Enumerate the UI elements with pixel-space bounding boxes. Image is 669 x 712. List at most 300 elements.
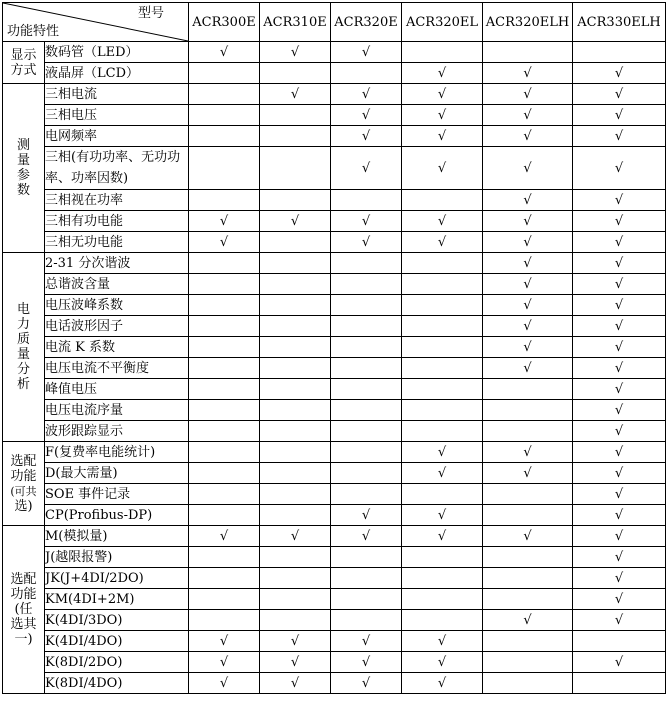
support-cell [402, 147, 483, 190]
support-cell [573, 526, 666, 547]
check-mark-icon: √ [523, 128, 532, 144]
header-corner-cell [3, 3, 189, 42]
check-mark-icon: √ [437, 86, 447, 102]
corner-label-feature: 功能特性 [7, 24, 60, 39]
feature-row [3, 63, 666, 84]
check-mark-icon: √ [523, 107, 532, 123]
support-cell [483, 253, 573, 274]
support-cell [573, 547, 666, 568]
feature-name: K(4DI/4DO) [45, 631, 189, 652]
support-cell [483, 295, 573, 316]
support-cell [483, 232, 573, 253]
category-cell [3, 442, 45, 526]
check-mark-icon: √ [437, 128, 447, 144]
support-cell [331, 42, 402, 63]
check-mark-icon: √ [614, 65, 624, 81]
support-cell [189, 442, 260, 463]
support-cell [402, 547, 483, 568]
support-cell [260, 463, 331, 484]
check-mark-icon: √ [523, 160, 532, 176]
check-mark-icon: √ [614, 339, 624, 355]
support-cell [331, 295, 402, 316]
check-mark-icon: √ [437, 507, 447, 523]
support-cell [573, 337, 666, 358]
check-mark-icon: √ [361, 160, 371, 176]
check-mark-icon: √ [361, 128, 371, 144]
feature-name: CP(Profibus-DP) [45, 505, 189, 526]
support-cell [260, 589, 331, 610]
check-mark-icon: √ [614, 86, 624, 102]
support-cell [189, 337, 260, 358]
check-mark-icon: √ [614, 381, 624, 397]
support-cell [189, 190, 260, 211]
support-cell [573, 505, 666, 526]
feature-name: F(复费率电能统计) [45, 442, 189, 463]
check-mark-icon: √ [614, 549, 624, 565]
support-cell [331, 463, 402, 484]
check-mark-icon: √ [614, 444, 624, 460]
check-mark-icon: √ [614, 360, 624, 376]
support-cell [331, 610, 402, 631]
support-cell [331, 400, 402, 421]
check-mark-icon: √ [219, 654, 229, 670]
check-mark-icon: √ [523, 234, 532, 250]
support-cell [573, 631, 666, 652]
check-mark-icon: √ [614, 423, 624, 439]
support-cell [573, 126, 666, 147]
support-cell [260, 484, 331, 505]
check-mark-icon: √ [523, 213, 532, 229]
feature-name: K(4DI/3DO) [45, 610, 189, 631]
support-cell [402, 63, 483, 84]
check-mark-icon: √ [219, 675, 229, 691]
support-cell [260, 84, 331, 105]
feature-row [3, 358, 666, 379]
check-mark-icon: √ [219, 44, 229, 60]
support-cell [331, 126, 402, 147]
feature-row [3, 316, 666, 337]
category-cell [3, 253, 45, 442]
support-cell [483, 358, 573, 379]
feature-row [3, 526, 666, 547]
check-mark-icon: √ [523, 318, 532, 334]
feature-name: M(模拟量) [45, 526, 189, 547]
category-label: 析 [16, 377, 30, 392]
check-mark-icon: √ [614, 213, 624, 229]
support-cell [331, 673, 402, 694]
support-cell [402, 295, 483, 316]
support-cell [483, 211, 573, 232]
category-label: 方式 [10, 62, 37, 78]
spec-table [2, 2, 666, 694]
feature-row [3, 105, 666, 126]
feature-row [3, 126, 666, 147]
support-cell [189, 631, 260, 652]
support-cell [573, 84, 666, 105]
feature-name: 三相无功电能 [45, 232, 189, 253]
support-cell [331, 190, 402, 211]
support-cell [189, 84, 260, 105]
check-mark-icon: √ [290, 86, 300, 102]
check-mark-icon: √ [437, 528, 447, 544]
check-mark-icon: √ [361, 107, 371, 123]
check-mark-icon: √ [361, 528, 371, 544]
feature-name: 电流 K 系数 [45, 337, 189, 358]
support-cell [483, 379, 573, 400]
support-cell [402, 232, 483, 253]
support-cell [331, 147, 402, 190]
check-mark-icon: √ [614, 160, 624, 176]
support-cell [402, 274, 483, 295]
check-mark-icon: √ [219, 213, 229, 229]
check-mark-icon: √ [361, 234, 371, 250]
support-cell [189, 232, 260, 253]
check-mark-icon: √ [290, 654, 300, 670]
support-cell [402, 631, 483, 652]
support-cell [260, 631, 331, 652]
support-cell [402, 589, 483, 610]
support-cell [483, 610, 573, 631]
check-mark-icon: √ [614, 255, 624, 271]
check-mark-icon: √ [437, 160, 447, 176]
support-cell [402, 610, 483, 631]
support-cell [331, 547, 402, 568]
check-mark-icon: √ [361, 507, 371, 523]
support-cell [189, 316, 260, 337]
category-label: 选配 [10, 453, 37, 469]
check-mark-icon: √ [523, 612, 532, 628]
category-label: 量 [16, 153, 30, 168]
feature-name: 电压电流序量 [45, 400, 189, 421]
support-cell [483, 316, 573, 337]
support-cell [260, 652, 331, 673]
support-cell [260, 316, 331, 337]
feature-name: 液晶屏（LCD） [45, 63, 189, 84]
category-label: 显示 [10, 47, 37, 63]
support-cell [260, 673, 331, 694]
category-label: 功能 [10, 587, 37, 602]
support-cell [331, 568, 402, 589]
support-cell [573, 253, 666, 274]
category-label: 分 [16, 362, 30, 377]
feature-row [3, 274, 666, 295]
check-mark-icon: √ [290, 633, 300, 649]
support-cell [483, 442, 573, 463]
support-cell [331, 337, 402, 358]
check-mark-icon: √ [437, 465, 447, 481]
check-mark-icon: √ [614, 192, 624, 208]
check-mark-icon: √ [523, 192, 532, 208]
support-cell [189, 358, 260, 379]
support-cell [573, 652, 666, 673]
feature-row [3, 211, 666, 232]
support-cell [331, 379, 402, 400]
model-header: ACR320E [331, 3, 402, 42]
support-cell [189, 126, 260, 147]
feature-name: 三相电流 [45, 84, 189, 105]
support-cell [402, 379, 483, 400]
category-cell [3, 84, 45, 253]
support-cell [573, 673, 666, 694]
check-mark-icon: √ [614, 465, 624, 481]
feature-name: 电压电流不平衡度 [45, 358, 189, 379]
support-cell [402, 463, 483, 484]
support-cell [260, 568, 331, 589]
support-cell [573, 358, 666, 379]
category-label: (可共 [10, 484, 37, 498]
feature-row [3, 190, 666, 211]
support-cell [402, 358, 483, 379]
support-cell [483, 505, 573, 526]
support-cell [483, 42, 573, 63]
support-cell [331, 358, 402, 379]
support-cell [402, 316, 483, 337]
feature-row [3, 652, 666, 673]
support-cell [402, 505, 483, 526]
support-cell [331, 631, 402, 652]
category-cell [3, 42, 45, 84]
check-mark-icon: √ [290, 44, 300, 60]
check-mark-icon: √ [437, 654, 447, 670]
check-mark-icon: √ [614, 297, 624, 313]
support-cell [402, 253, 483, 274]
support-cell [189, 274, 260, 295]
support-cell [483, 147, 573, 190]
support-cell [260, 126, 331, 147]
support-cell [573, 610, 666, 631]
feature-row [3, 547, 666, 568]
support-cell [331, 526, 402, 547]
feature-name: K(8DI/2DO) [45, 652, 189, 673]
check-mark-icon: √ [219, 633, 229, 649]
feature-name: KM(4DI+2M) [45, 589, 189, 610]
check-mark-icon: √ [361, 213, 371, 229]
check-mark-icon: √ [523, 528, 532, 544]
check-mark-icon: √ [290, 528, 300, 544]
support-cell [189, 568, 260, 589]
feature-name: 三相有功电能 [45, 211, 189, 232]
check-mark-icon: √ [219, 234, 229, 250]
check-mark-icon: √ [614, 276, 624, 292]
support-cell [189, 400, 260, 421]
support-cell [260, 526, 331, 547]
model-header: ACR320EL [402, 3, 483, 42]
feature-row [3, 232, 666, 253]
category-cell [3, 526, 45, 694]
support-cell [402, 652, 483, 673]
model-header: ACR330ELH [573, 3, 666, 42]
support-cell [260, 105, 331, 126]
check-mark-icon: √ [614, 654, 624, 670]
category-label: 参 [16, 168, 30, 183]
category-label: 功能 [10, 468, 37, 484]
support-cell [260, 211, 331, 232]
support-cell [260, 295, 331, 316]
category-label: 选) [14, 498, 33, 514]
feature-row [3, 631, 666, 652]
check-mark-icon: √ [523, 255, 532, 271]
check-mark-icon: √ [614, 318, 624, 334]
feature-row [3, 84, 666, 105]
category-label: 数 [16, 183, 30, 198]
check-mark-icon: √ [361, 654, 371, 670]
check-mark-icon: √ [523, 86, 532, 102]
support-cell [573, 63, 666, 84]
support-cell [483, 568, 573, 589]
support-cell [331, 652, 402, 673]
support-cell [483, 526, 573, 547]
support-cell [483, 63, 573, 84]
support-cell [573, 147, 666, 190]
feature-name: 总谐波含量 [45, 274, 189, 295]
check-mark-icon: √ [523, 276, 532, 292]
check-mark-icon: √ [437, 444, 447, 460]
check-mark-icon: √ [290, 213, 300, 229]
support-cell [331, 484, 402, 505]
support-cell [573, 232, 666, 253]
support-cell [402, 42, 483, 63]
check-mark-icon: √ [523, 297, 532, 313]
support-cell [573, 400, 666, 421]
support-cell [331, 442, 402, 463]
check-mark-icon: √ [614, 107, 624, 123]
check-mark-icon: √ [437, 675, 447, 691]
support-cell [331, 232, 402, 253]
support-cell [483, 652, 573, 673]
check-mark-icon: √ [523, 360, 532, 376]
support-cell [573, 274, 666, 295]
feature-row [3, 568, 666, 589]
support-cell [331, 105, 402, 126]
feature-row [3, 42, 666, 63]
support-cell [260, 232, 331, 253]
support-cell [189, 63, 260, 84]
support-cell [483, 673, 573, 694]
support-cell [573, 379, 666, 400]
support-cell [402, 421, 483, 442]
support-cell [189, 547, 260, 568]
feature-name: JK(J+4DI/2DO) [45, 568, 189, 589]
category-label: 质 [16, 332, 30, 347]
support-cell [189, 211, 260, 232]
feature-name: J(越限报警) [45, 547, 189, 568]
model-header: ACR320ELH [483, 3, 573, 42]
support-cell [573, 442, 666, 463]
category-label: 选配 [10, 572, 37, 587]
support-cell [260, 190, 331, 211]
feature-name: 三相视在功率 [45, 190, 189, 211]
support-cell [189, 589, 260, 610]
support-cell [483, 84, 573, 105]
feature-name: 峰值电压 [45, 379, 189, 400]
support-cell [331, 63, 402, 84]
support-cell [483, 337, 573, 358]
support-cell [189, 379, 260, 400]
support-cell [573, 589, 666, 610]
check-mark-icon: √ [523, 465, 532, 481]
support-cell [189, 526, 260, 547]
check-mark-icon: √ [614, 612, 624, 628]
support-cell [260, 253, 331, 274]
support-cell [189, 253, 260, 274]
support-cell [189, 505, 260, 526]
feature-name: SOE 事件记录 [45, 484, 189, 505]
check-mark-icon: √ [523, 339, 532, 355]
support-cell [260, 400, 331, 421]
check-mark-icon: √ [437, 65, 447, 81]
check-mark-icon: √ [361, 44, 371, 60]
support-cell [402, 442, 483, 463]
check-mark-icon: √ [361, 86, 371, 102]
support-cell [189, 147, 260, 190]
support-cell [483, 421, 573, 442]
support-cell [483, 274, 573, 295]
feature-row [3, 505, 666, 526]
check-mark-icon: √ [361, 675, 371, 691]
support-cell [402, 211, 483, 232]
header-row [3, 3, 666, 42]
support-cell [331, 274, 402, 295]
model-header: ACR310E [260, 3, 331, 42]
support-cell [260, 337, 331, 358]
corner-label-model: 型号 [137, 6, 164, 21]
support-cell [260, 63, 331, 84]
support-cell [189, 484, 260, 505]
support-cell [260, 379, 331, 400]
support-cell [483, 631, 573, 652]
check-mark-icon: √ [290, 675, 300, 691]
support-cell [260, 505, 331, 526]
support-cell [260, 421, 331, 442]
check-mark-icon: √ [437, 213, 447, 229]
category-label: (任 [14, 602, 33, 617]
feature-name: 电话波形因子 [45, 316, 189, 337]
category-label: 测 [16, 138, 30, 153]
support-cell [331, 589, 402, 610]
support-cell [573, 211, 666, 232]
check-mark-icon: √ [614, 128, 624, 144]
support-cell [483, 484, 573, 505]
support-cell [402, 337, 483, 358]
support-cell [402, 84, 483, 105]
check-mark-icon: √ [437, 234, 447, 250]
model-header: ACR300E [189, 3, 260, 42]
feature-row [3, 421, 666, 442]
support-cell [483, 105, 573, 126]
support-cell [402, 484, 483, 505]
feature-row [3, 484, 666, 505]
support-cell [189, 673, 260, 694]
feature-row [3, 673, 666, 694]
feature-row [3, 400, 666, 421]
feature-row [3, 442, 666, 463]
support-cell [573, 568, 666, 589]
check-mark-icon: √ [614, 528, 624, 544]
category-label: 电 [16, 302, 30, 317]
support-cell [189, 42, 260, 63]
support-cell [483, 589, 573, 610]
support-cell [402, 126, 483, 147]
support-cell [189, 421, 260, 442]
support-cell [402, 526, 483, 547]
check-mark-icon: √ [523, 65, 532, 81]
support-cell [402, 400, 483, 421]
support-cell [483, 190, 573, 211]
support-cell [573, 421, 666, 442]
support-cell [189, 105, 260, 126]
support-cell [189, 652, 260, 673]
feature-row [3, 337, 666, 358]
